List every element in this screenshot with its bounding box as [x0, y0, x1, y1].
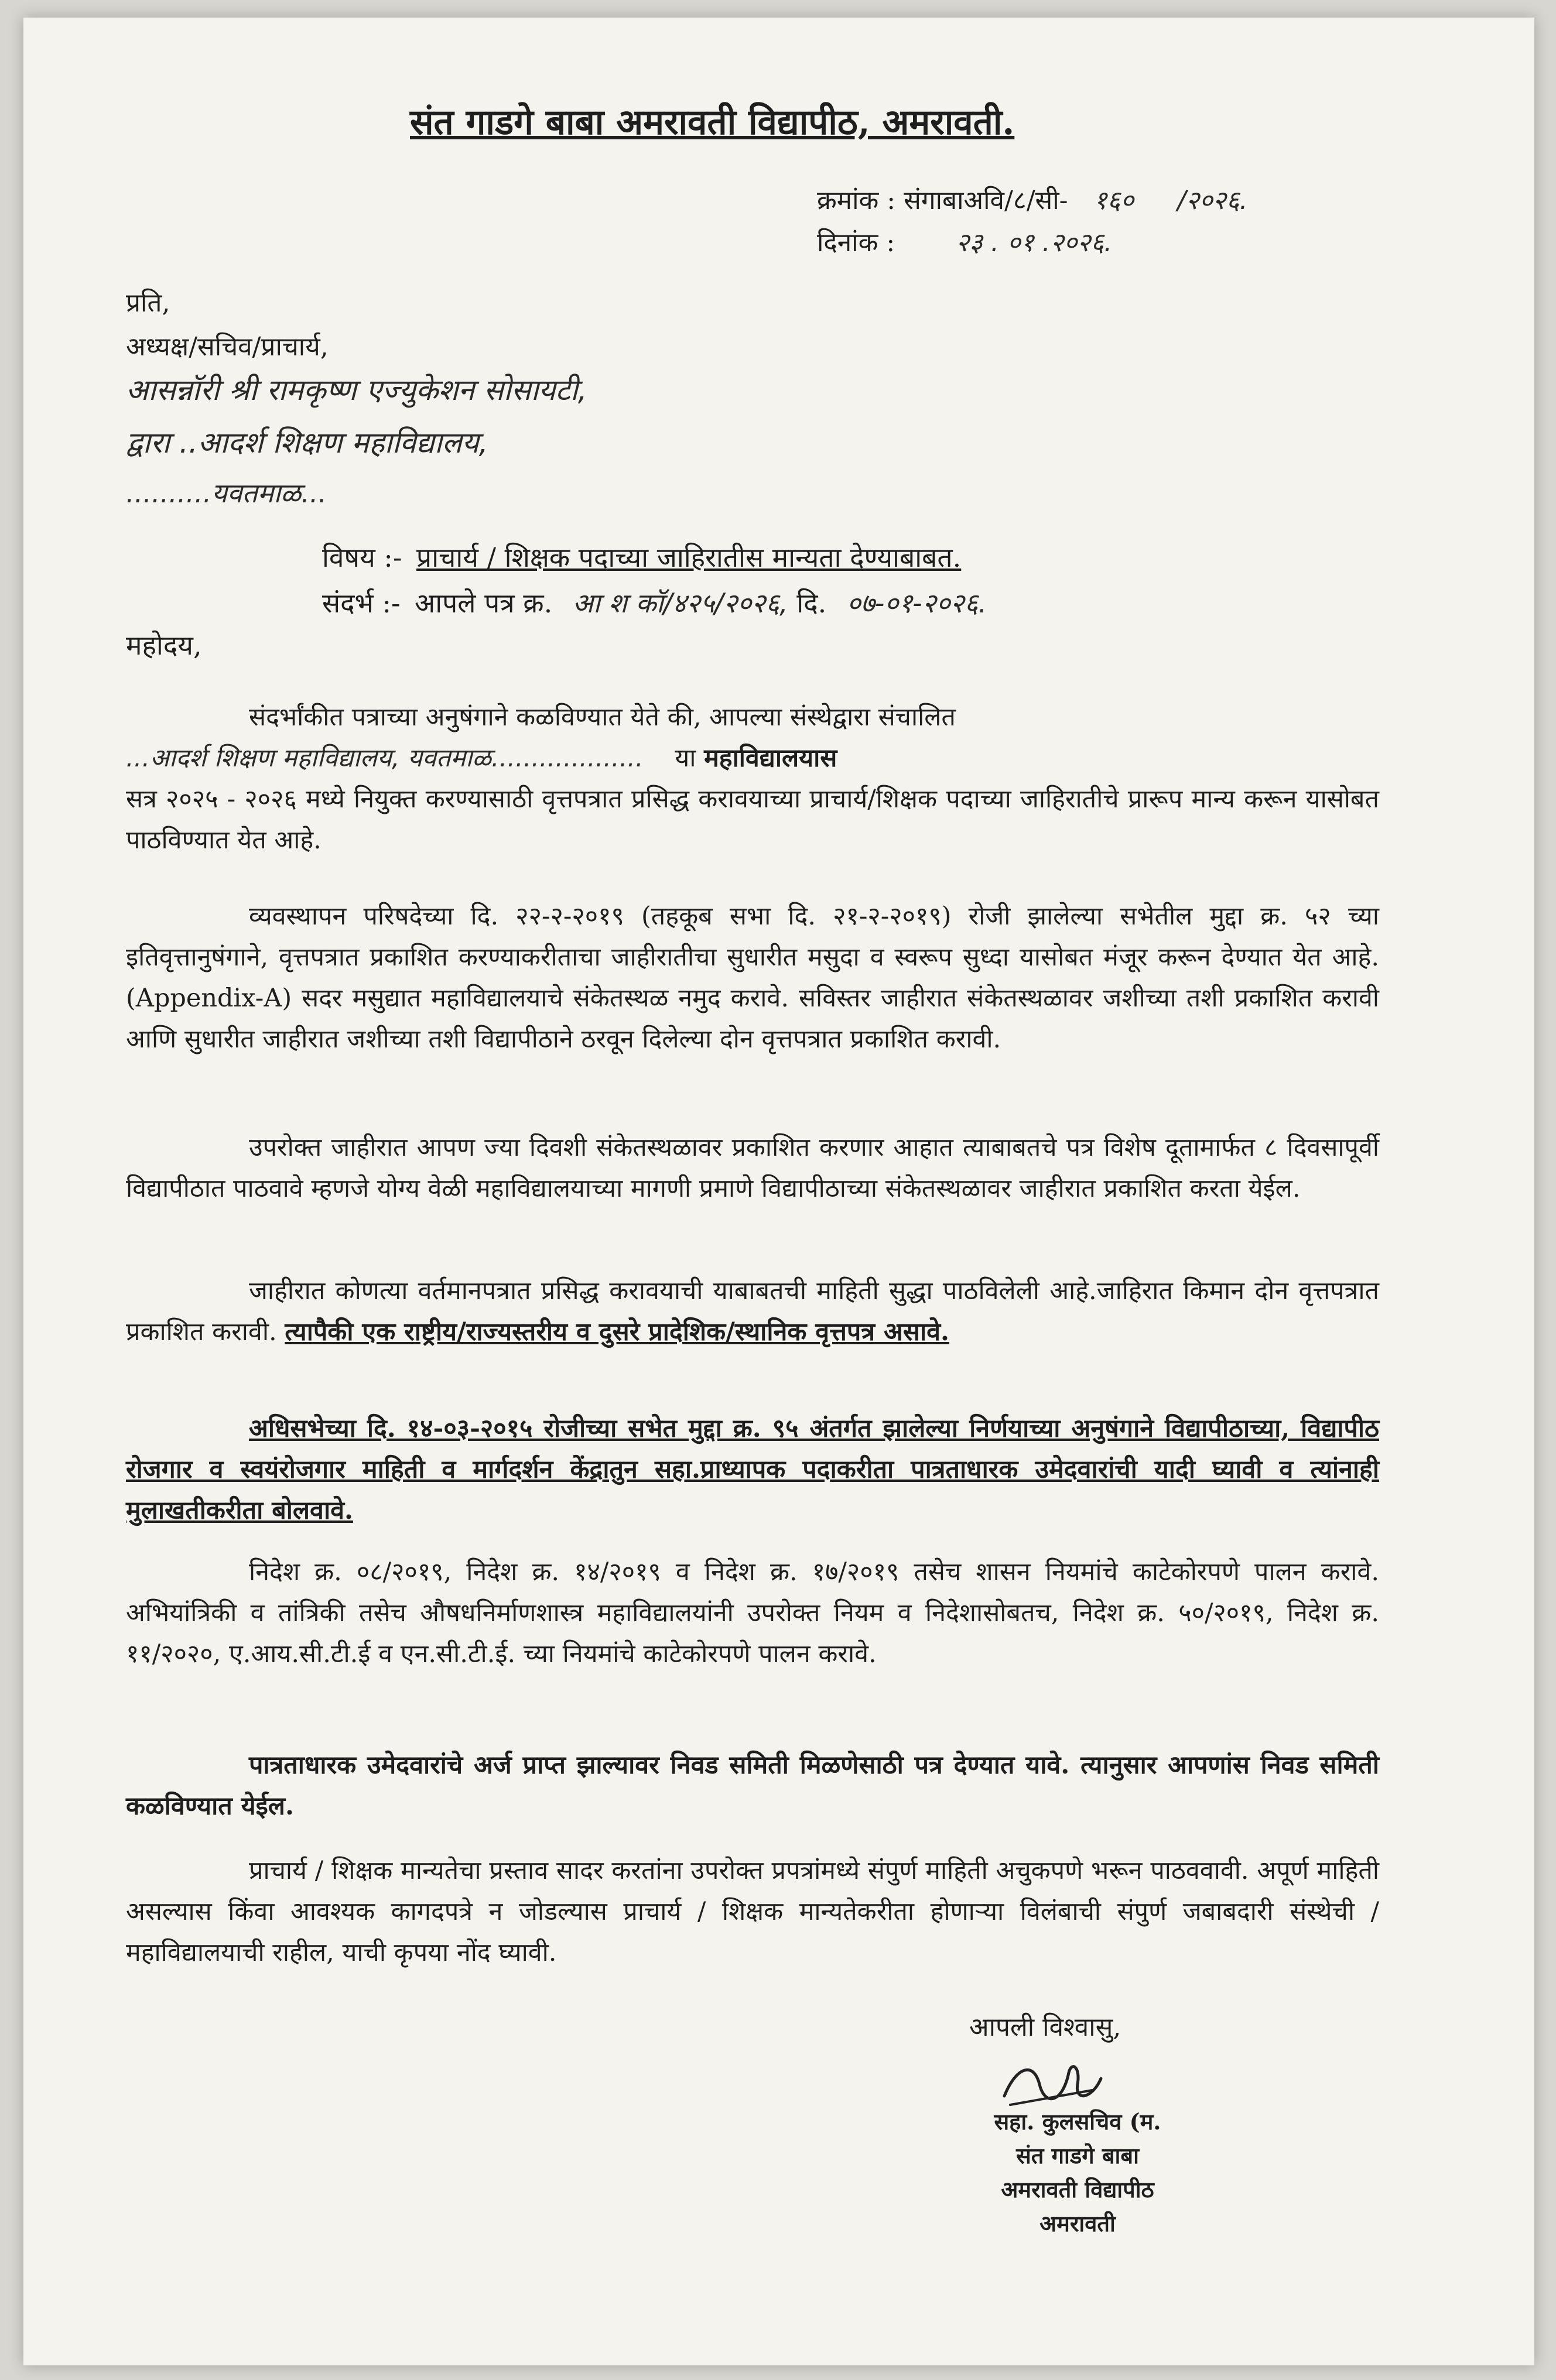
paragraph-4-start: जाहीरात कोणत्या वर्तमानपत्रात प्रसिद्ध करावयाची याबाबतची माहिती सुद्धा पाठविलेली आहे.जाहिरात किमान दोन वृत्तपत्रात प्रकाशित करावी.: [126, 1276, 1379, 1347]
stamp-university-line2: अमरावती विद्यापीठ: [1001, 2176, 1154, 2203]
stamp-university-line1: संत गाडगे बाबा: [1016, 2142, 1139, 2169]
paragraph-4: [126, 1271, 1379, 1352]
addressee-college: द्वारा ..आदर्श शिक्षण महाविद्यालय,: [126, 426, 488, 460]
paragraph-1: [126, 697, 1379, 861]
signature-mark: [993, 2049, 1110, 2114]
paragraph-1-college-name: ...आदर्श शिक्षण महाविद्यालय, यवतमाळ...................: [126, 744, 644, 773]
letter-sheet: [23, 18, 1534, 2365]
reference-number-label: क्रमांक : संगाबाअवि/८/सी-: [817, 186, 1068, 215]
reference-number-row: [817, 182, 1248, 217]
official-stamp: [937, 2105, 1218, 2241]
paragraph-6: निदेश क्र. ०८/२०१९, निदेश क्र. १४/२०१९ व निदेश क्र. १७/२०१९ तसेच शासन नियमांचे काटेकोरपणे पालन करावे. अभियांत्रिकी व तांत्रिकी तसेच औषधनिर्माणशास्त्र महाविद्यालयांनी उपरोक्त नियम व निदेशासोबतच, निदेश क्र. ५०/२०१९, निदेश क्र. ११/२०२०, ए.आय.सी.टी.ई व एन.सी.टी.ई. च्या नियमांचे काटेकोरपणे पालन करावे.: [126, 1557, 1379, 1669]
stamp-designation: सहा. कुलसचिव (म.: [994, 2108, 1161, 2135]
subject-label: विषय :-: [322, 542, 402, 573]
paragraph-1-start: संदर्भांकीत पत्राच्या अनुषंगाने कळविण्यात येते की, आपल्या संस्थेद्वारा संचालित: [249, 703, 956, 732]
reference-label: संदर्भ :-: [322, 587, 401, 619]
paragraph-2: व्यवस्थापन परिषदेच्या दि. २२-२-२०१९ (तहकूब सभा दि. २१-२-२०१९) रोजी झालेल्या सभेतील मुद्दा क्र. ५२ च्या इतिवृत्तानुषंगाने, वृत्तपत्रात प्रकाशित करण्याकरीताचा जाहीरातीचा सुधारीत मसुदा व स्वरूप सुध्दा यासोबत मंजूर करून देण्यात येत आहे. (Appendix-A) सदर मसुद्यात महाविद्यालयाचे संकेतस्थळ नमुद करावे. सविस्तर जाहीरात संकेतस्थळावर जशीच्या तशी प्रकाशित करावी आणि सुधारीत जाहीरात जशीच्या तशी विद्यापीठाने ठरवून दिलेल्या दोन वृत्तपत्रात प्रकाशित करावी.: [126, 902, 1379, 1054]
university-title: संत गाडगे बाबा अमरावती विद्यापीठ, अमरावती.: [410, 102, 1015, 143]
subject-text: प्राचार्य / शिक्षक पदाच्या जाहिरातीस मान्यता देण्याबाबत.: [416, 542, 962, 573]
reference-date-prefix: दि.: [796, 587, 827, 619]
stamp-city: अमरावती: [1039, 2210, 1116, 2237]
paragraph-5: अधिसभेच्या दि. १४-०३-२०१५ रोजीच्या सभेत मुद्दा क्र. ९५ अंतर्गत झालेल्या निर्णयाच्या अनुषंगाने विद्यापीठाच्या, विद्यापीठ रोजगार व स्वयंरोजगार माहिती व मार्गदर्शन केंद्रातुन सहा.प्राध्यापक पदाकरीता पात्रताधारक उमेदवारांची यादी घ्यावी व त्यांनाही मुलाखतीकरीता बोलवावे.: [126, 1414, 1379, 1525]
addressee-society: आसन्नॉरी श्री रामकृष्ण एज्युकेशन सोसायटी,: [126, 373, 587, 407]
paragraph-1-rest: सत्र २०२५ - २०२६ मध्ये नियुक्त करण्यासाठी वृत्तपत्रात प्रसिद्ध करावयाच्या प्राचार्य/शिक्षक पदाच्या जाहिरातीचे प्रारूप मान्य करून यासोबत पाठविण्यात येत आहे.: [126, 785, 1379, 855]
date-label: दिनांक :: [817, 228, 895, 258]
addressee-city: ..........यवतमाळ...: [126, 477, 327, 509]
reference-number-handwritten: १६०: [1093, 186, 1134, 215]
paragraph-4-bold: त्यापैकी एक राष्ट्रीय/राज्यस्तरीय व दुसरे प्रादेशिक/स्थानिक वृत्तपत्र असावे.: [285, 1317, 949, 1347]
paragraph-8: प्राचार्य / शिक्षक मान्यतेचा प्रस्ताव सादर करतांना उपरोक्त प्रपत्रांमध्ये संपुर्ण माहिती अचुकपणे भरून पाठववावी. अपूर्ण माहिती असल्यास किंवा आवश्यक कागदपत्रे न जोडल्यास प्राचार्य / शिक्षक मान्यतेकरीता होणाऱ्या विलंबाची संपुर्ण जबाबदारी संस्थेची / महाविद्यालयाची राहील, याची कृपया नोंद घ्यावी.: [126, 1856, 1379, 1967]
reference-letter-no: आ श कॉ/४२५/२०२६,: [572, 587, 788, 619]
reference-letter-date: ०७-०१-२०२६.: [846, 587, 987, 619]
reference-year: /२०२६.: [1177, 186, 1248, 215]
paragraph-3: उपरोक्त जाहीरात आपण ज्या दिवशी संकेतस्थळावर प्रकाशित करणार आहात त्याबाबतचे पत्र विशेष दूतामार्फत ८ दिवसापूर्वी विद्यापीठात पाठवावे म्हणजे योग्य वेळी महाविद्यालयाच्या मागणी प्रमाणे विद्यापीठाच्या संकेतस्थळावर जाहीरात प्रकाशित करता येईल.: [126, 1133, 1379, 1203]
paragraph-7: पात्रताधारक उमेदवारांचे अर्ज प्राप्त झाल्यावर निवड समिती मिळणेसाठी पत्र देण्यात यावे. त्यानुसार आपणांस निवड समिती कळविण्यात येईल.: [126, 1751, 1379, 1821]
reference-row: [322, 584, 987, 621]
salutation: महोदय,: [126, 629, 202, 661]
date-row: [817, 224, 1112, 259]
paragraph-1-mahavidyalay: महाविद्यालयास: [704, 744, 837, 773]
addressee-prati: प्रति,: [126, 288, 170, 318]
closing-yours-faithfully: आपली विश्वासु,: [969, 2012, 1121, 2042]
reference-text: आपले पत्र क्र.: [415, 587, 553, 619]
subject-row: [322, 539, 961, 575]
date-handwritten: २३ . ०१ .२०२६.: [956, 228, 1113, 258]
addressee-role: अध्यक्ष/सचिव/प्राचार्य,: [126, 332, 329, 362]
paragraph-1-ya: या: [675, 744, 696, 773]
